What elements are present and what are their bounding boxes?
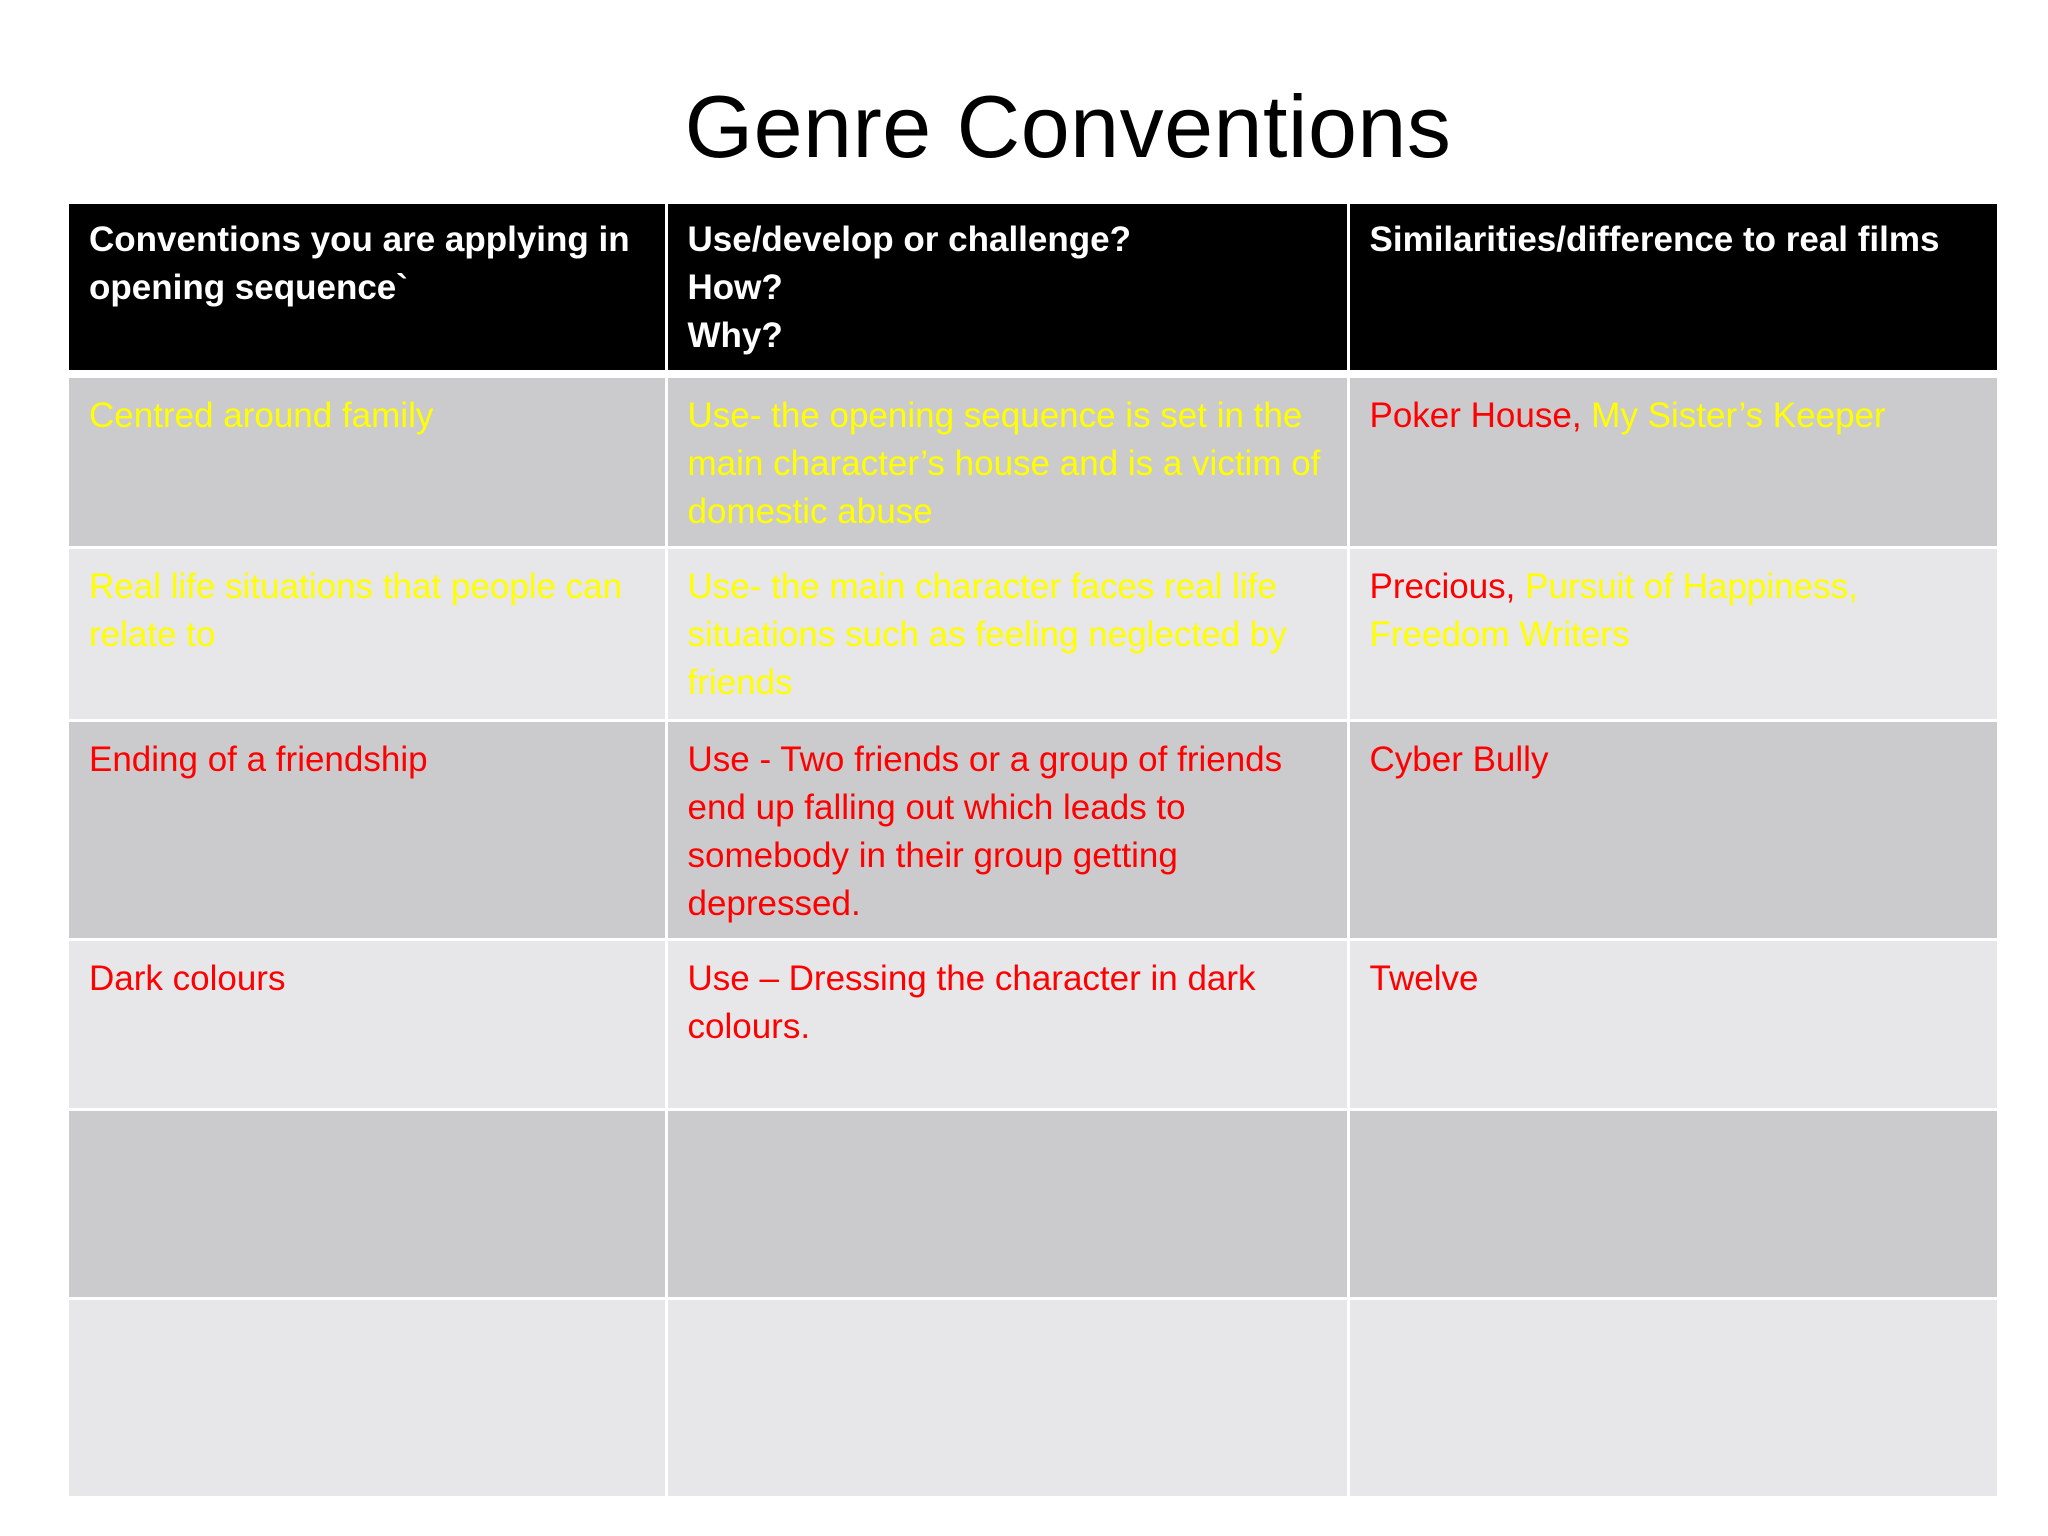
cell-convention: Ending of a friendship <box>69 721 666 940</box>
header-conventions: Conventions you are applying in opening sequence` <box>69 204 666 374</box>
cell-films <box>1348 1299 1997 1498</box>
film-title-yellow: Pursuit of Happiness, Freedom Writers <box>1369 567 1858 654</box>
table-header-row <box>69 204 1997 374</box>
header-similarities: Similarities/difference to real films <box>1348 204 1997 374</box>
film-title-red: Precious, <box>1369 567 1516 606</box>
table-row <box>69 721 1997 940</box>
table-row <box>69 940 1997 1110</box>
cell-films: Twelve <box>1348 940 1997 1110</box>
header-use-develop-line1: Use/develop or challenge? <box>687 220 1131 259</box>
cell-convention: Real life situations that people can relate to <box>69 548 666 721</box>
genre-conventions-table <box>69 204 1997 1499</box>
film-title-yellow: My Sister’s Keeper <box>1591 396 1886 435</box>
table-row-empty <box>69 1299 1997 1498</box>
cell-films <box>1348 374 1997 548</box>
header-use-develop-line2: How? <box>687 268 783 307</box>
cell-use: Use - Two friends or a group of friends end up falling out which leads to somebody in their group getting depressed. <box>666 721 1348 940</box>
cell-films <box>1348 1110 1997 1299</box>
slide-title: Genre Conventions <box>684 77 1452 176</box>
table-row-empty <box>69 1110 1997 1299</box>
cell-use: Use – Dressing the character in dark colours. <box>666 940 1348 1110</box>
cell-convention <box>69 1110 666 1299</box>
cell-use: Use- the main character faces real life situations such as feeling neglected by friends <box>666 548 1348 721</box>
cell-convention: Dark colours <box>69 940 666 1110</box>
table-row <box>69 548 1997 721</box>
cell-films <box>1348 548 1997 721</box>
cell-use <box>666 1299 1348 1498</box>
header-use-develop-line3: Why? <box>687 316 783 355</box>
cell-use <box>666 1110 1348 1299</box>
header-use-develop <box>666 204 1348 374</box>
cell-films: Cyber Bully <box>1348 721 1997 940</box>
cell-convention <box>69 1299 666 1498</box>
table-row <box>69 374 1997 548</box>
cell-use: Use- the opening sequence is set in the main character’s house and is a victim of domestic abuse <box>666 374 1348 548</box>
cell-convention: Centred around family <box>69 374 666 548</box>
film-title-red: Poker House, <box>1369 396 1582 435</box>
